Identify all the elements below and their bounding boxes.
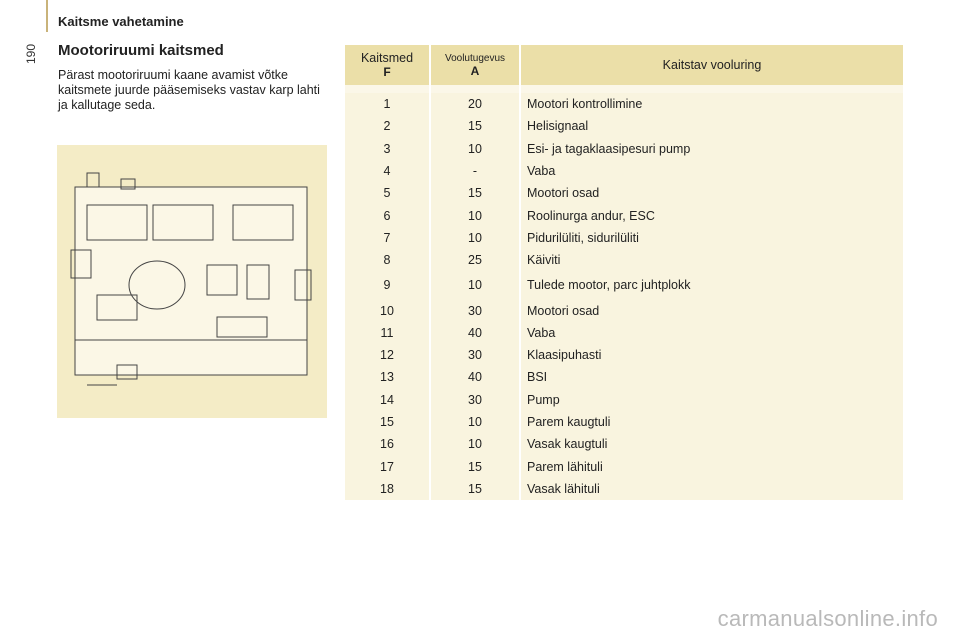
table-row xyxy=(345,299,903,321)
cell-circuit: Vasak kaugtuli xyxy=(520,433,903,455)
table-header-row xyxy=(345,45,903,85)
table-row xyxy=(345,227,903,249)
cell-circuit: Mootori osad xyxy=(520,182,903,204)
table-row xyxy=(345,322,903,344)
watermark: carmanualsonline.info xyxy=(717,606,938,631)
cell-fuse: 8 xyxy=(345,249,430,271)
cell-fuse: 4 xyxy=(345,160,430,182)
cell-amperage: 15 xyxy=(430,115,520,137)
cell-circuit: Parem lähituli xyxy=(520,455,903,477)
cell-fuse: 11 xyxy=(345,322,430,344)
cell-amperage: 25 xyxy=(430,249,520,271)
table-row xyxy=(345,182,903,204)
section-intro-text: Pärast mootoriruumi kaane avamist võtke kaitsmete juurde pääsemiseks vastav karp lahti ja kallutage seda. xyxy=(58,68,320,112)
cell-amperage: 15 xyxy=(430,478,520,500)
cell-fuse: 16 xyxy=(345,433,430,455)
cell-fuse: 10 xyxy=(345,299,430,321)
cell-fuse: 14 xyxy=(345,389,430,411)
table-spacer-row xyxy=(345,85,903,93)
cell-amperage: 30 xyxy=(430,389,520,411)
cell-amperage: 10 xyxy=(430,411,520,433)
cell-amperage: 30 xyxy=(430,344,520,366)
cell-fuse: 12 xyxy=(345,344,430,366)
cell-fuse: 15 xyxy=(345,411,430,433)
fuse-box-diagram-icon xyxy=(57,145,327,418)
table-row xyxy=(345,138,903,160)
cell-circuit: Parem kaugtuli xyxy=(520,411,903,433)
cell-circuit: BSI xyxy=(520,366,903,388)
table-row xyxy=(345,411,903,433)
cell-fuse: 7 xyxy=(345,227,430,249)
table-row xyxy=(345,478,903,500)
cell-amperage: 10 xyxy=(430,227,520,249)
cell-amperage: - xyxy=(430,160,520,182)
cell-circuit: Roolinurga andur, ESC xyxy=(520,204,903,226)
col-header-amperage: Voolutugevus A xyxy=(430,45,520,85)
cell-amperage: 10 xyxy=(430,433,520,455)
cell-amperage: 30 xyxy=(430,299,520,321)
cell-circuit: Helisignaal xyxy=(520,115,903,137)
header-accent-bar xyxy=(46,0,48,32)
cell-amperage: 15 xyxy=(430,455,520,477)
cell-circuit: Vasak lähituli xyxy=(520,478,903,500)
fuse-table xyxy=(345,45,903,500)
cell-amperage: 10 xyxy=(430,204,520,226)
cell-fuse: 2 xyxy=(345,115,430,137)
cell-fuse: 3 xyxy=(345,138,430,160)
table-row xyxy=(345,366,903,388)
page-header: Kaitsme vahetamine xyxy=(58,14,184,29)
cell-circuit: Käiviti xyxy=(520,249,903,271)
section-title: Mootoriruumi kaitsmed xyxy=(58,42,224,59)
page-number: 190 xyxy=(24,43,38,64)
cell-amperage: 40 xyxy=(430,366,520,388)
cell-fuse: 17 xyxy=(345,455,430,477)
cell-circuit: Mootori osad xyxy=(520,299,903,321)
cell-amperage: 15 xyxy=(430,182,520,204)
table-row xyxy=(345,433,903,455)
cell-amperage: 10 xyxy=(430,138,520,160)
cell-circuit: Mootori kontrollimine xyxy=(520,93,903,115)
table-row xyxy=(345,93,903,115)
cell-fuse: 1 xyxy=(345,93,430,115)
cell-circuit: Vaba xyxy=(520,160,903,182)
table-row xyxy=(345,344,903,366)
cell-circuit: Klaasipuhasti xyxy=(520,344,903,366)
cell-fuse: 5 xyxy=(345,182,430,204)
cell-circuit: Esi- ja tagaklaasipesuri pump xyxy=(520,138,903,160)
cell-amperage: 10 xyxy=(430,271,520,299)
table-row xyxy=(345,271,903,299)
table-row xyxy=(345,204,903,226)
table-row xyxy=(345,160,903,182)
cell-fuse: 18 xyxy=(345,478,430,500)
table-row xyxy=(345,389,903,411)
cell-fuse: 13 xyxy=(345,366,430,388)
fuse-box-illustration xyxy=(57,145,327,418)
cell-amperage: 20 xyxy=(430,93,520,115)
table-row xyxy=(345,455,903,477)
cell-amperage: 40 xyxy=(430,322,520,344)
cell-fuse: 6 xyxy=(345,204,430,226)
cell-circuit: Pidurilüliti, sidurilüliti xyxy=(520,227,903,249)
cell-circuit: Pump xyxy=(520,389,903,411)
col-header-fuse: Kaitsmed F xyxy=(345,45,430,85)
cell-fuse: 9 xyxy=(345,271,430,299)
cell-circuit: Tulede mootor, parc juhtplokk xyxy=(520,271,903,299)
cell-circuit: Vaba xyxy=(520,322,903,344)
table-row xyxy=(345,249,903,271)
col-header-circuit: Kaitstav vooluring xyxy=(520,45,903,85)
table-row xyxy=(345,115,903,137)
